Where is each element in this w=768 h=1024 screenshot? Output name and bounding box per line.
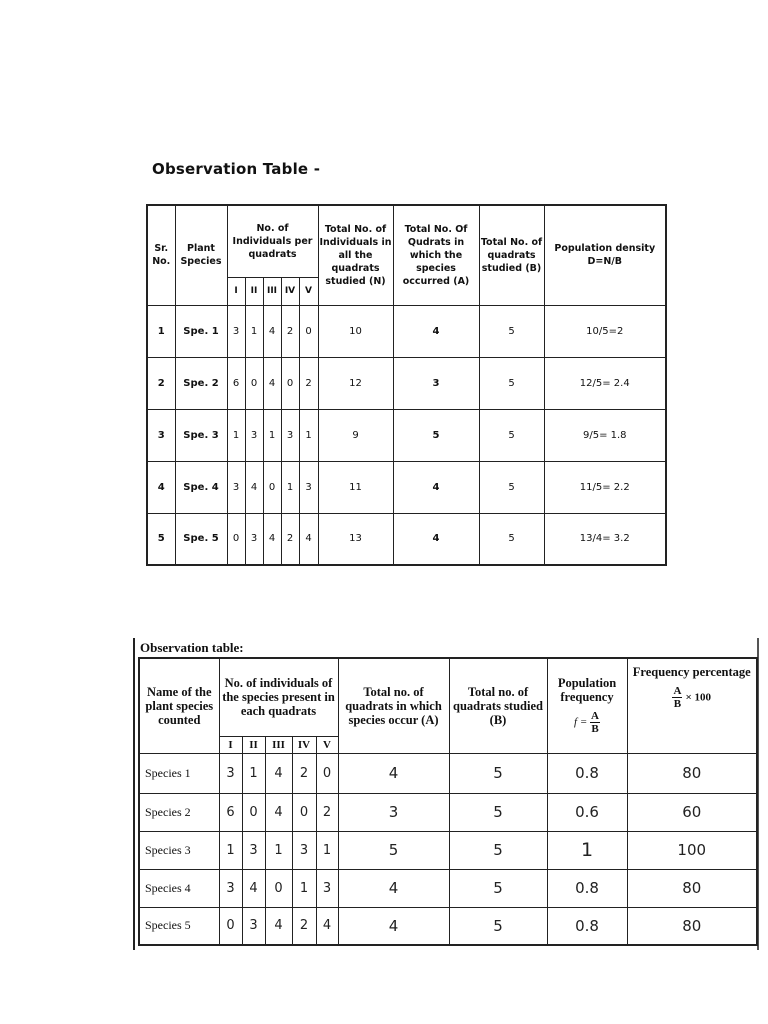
sr-cell: 3 bbox=[147, 409, 175, 461]
total-b-cell: 5 bbox=[479, 305, 544, 357]
density-cell: 13/4= 3.2 bbox=[544, 513, 666, 565]
percentage-cell: 80 bbox=[627, 869, 757, 907]
quadrat-header: IV bbox=[281, 277, 299, 305]
table2-title: Observation table: bbox=[140, 640, 244, 655]
quadrat-cell: 2 bbox=[281, 513, 299, 565]
freq-formula bbox=[548, 710, 627, 735]
quadrat-cell: 2 bbox=[292, 753, 316, 793]
species-cell: Spe. 5 bbox=[175, 513, 227, 565]
total-b-cell: 5 bbox=[479, 357, 544, 409]
species-name-cell: Species 3 bbox=[139, 831, 219, 869]
species-name-cell: Species 4 bbox=[139, 869, 219, 907]
quadrat-cell: 3 bbox=[227, 305, 245, 357]
quadrat-cell: 2 bbox=[292, 907, 316, 945]
observation-table-2 bbox=[138, 657, 758, 946]
total-a-cell: 4 bbox=[393, 513, 479, 565]
header-plant-species: Plant Species bbox=[175, 205, 227, 305]
quadrat-header: I bbox=[219, 736, 242, 753]
header-total-quadrats-occurred: Total No. Of Qudrats in which the species occurred (A) bbox=[393, 205, 479, 305]
table-row bbox=[147, 305, 666, 357]
quadrat-cell: 1 bbox=[265, 831, 292, 869]
percentage-cell: 100 bbox=[627, 831, 757, 869]
quadrat-cell: 4 bbox=[245, 461, 263, 513]
table-row bbox=[147, 357, 666, 409]
header-individuals-per-quadrat: No. of individuals of the species present in each quadrats bbox=[219, 658, 338, 736]
quadrat-cell: 4 bbox=[263, 357, 281, 409]
header-population-frequency bbox=[547, 658, 627, 753]
quadrat-cell: 3 bbox=[245, 409, 263, 461]
frequency-cell: 0.8 bbox=[547, 869, 627, 907]
b-cell: 5 bbox=[449, 753, 547, 793]
quadrat-cell: 4 bbox=[265, 907, 292, 945]
freq-denominator: B bbox=[591, 723, 599, 736]
quadrat-cell: 0 bbox=[265, 869, 292, 907]
a-cell: 5 bbox=[338, 831, 449, 869]
quadrat-cell: 0 bbox=[242, 793, 265, 831]
percentage-cell: 60 bbox=[627, 793, 757, 831]
total-a-cell: 4 bbox=[393, 305, 479, 357]
quadrat-cell: 1 bbox=[263, 409, 281, 461]
sr-cell: 1 bbox=[147, 305, 175, 357]
quadrat-cell: 2 bbox=[299, 357, 318, 409]
quadrat-cell: 1 bbox=[227, 409, 245, 461]
pct-numerator: A bbox=[673, 685, 682, 697]
header-sr-no: Sr. No. bbox=[147, 205, 175, 305]
pct-formula bbox=[628, 685, 757, 710]
density-cell: 11/5= 2.2 bbox=[544, 461, 666, 513]
quadrat-cell: 4 bbox=[265, 793, 292, 831]
quadrat-header: II bbox=[245, 277, 263, 305]
quadrat-cell: 4 bbox=[316, 907, 338, 945]
quadrat-cell: 4 bbox=[242, 869, 265, 907]
species-name-cell: Species 1 bbox=[139, 753, 219, 793]
a-cell: 4 bbox=[338, 869, 449, 907]
quadrat-cell: 3 bbox=[242, 907, 265, 945]
table-row bbox=[147, 513, 666, 565]
quadrat-cell: 4 bbox=[263, 513, 281, 565]
total-b-cell: 5 bbox=[479, 513, 544, 565]
quadrat-cell: 3 bbox=[245, 513, 263, 565]
table-row bbox=[139, 793, 757, 831]
freq-formula-prefix: f = bbox=[574, 716, 588, 729]
quadrat-cell: 4 bbox=[299, 513, 318, 565]
species-name-cell: Species 5 bbox=[139, 907, 219, 945]
total-n-cell: 11 bbox=[318, 461, 393, 513]
quadrat-cell: 2 bbox=[281, 305, 299, 357]
observation-table-1 bbox=[146, 204, 667, 566]
quadrat-cell: 0 bbox=[245, 357, 263, 409]
density-cell: 12/5= 2.4 bbox=[544, 357, 666, 409]
table-row bbox=[147, 461, 666, 513]
b-cell: 5 bbox=[449, 793, 547, 831]
sr-cell: 5 bbox=[147, 513, 175, 565]
total-n-cell: 10 bbox=[318, 305, 393, 357]
quadrat-cell: 0 bbox=[292, 793, 316, 831]
header-individuals-per-quadrat: No. of Individuals per quadrats bbox=[227, 205, 318, 277]
quadrat-cell: 0 bbox=[316, 753, 338, 793]
total-a-cell: 5 bbox=[393, 409, 479, 461]
header-total-individuals: Total No. of Individuals in all the quadrats studied (N) bbox=[318, 205, 393, 305]
total-b-cell: 5 bbox=[479, 409, 544, 461]
total-n-cell: 12 bbox=[318, 357, 393, 409]
quadrat-cell: 1 bbox=[242, 753, 265, 793]
pct-suffix: × 100 bbox=[685, 691, 712, 704]
b-cell: 5 bbox=[449, 869, 547, 907]
species-cell: Spe. 1 bbox=[175, 305, 227, 357]
quadrat-cell: 1 bbox=[281, 461, 299, 513]
total-b-cell: 5 bbox=[479, 461, 544, 513]
sr-cell: 2 bbox=[147, 357, 175, 409]
quadrat-cell: 1 bbox=[316, 831, 338, 869]
quadrat-cell: 0 bbox=[299, 305, 318, 357]
quadrat-cell: 3 bbox=[219, 869, 242, 907]
quadrat-cell: 3 bbox=[281, 409, 299, 461]
header-quadrats-studied: Total no. of quadrats studied (B) bbox=[449, 658, 547, 753]
header-frequency-percentage bbox=[627, 658, 757, 753]
quadrat-cell: 3 bbox=[227, 461, 245, 513]
quadrat-cell: 4 bbox=[263, 305, 281, 357]
total-n-cell: 9 bbox=[318, 409, 393, 461]
table1-title: Observation Table - bbox=[152, 160, 321, 178]
quadrat-header: I bbox=[227, 277, 245, 305]
quadrat-cell: 3 bbox=[292, 831, 316, 869]
table-row bbox=[139, 753, 757, 793]
pct-denominator: B bbox=[673, 698, 682, 710]
a-cell: 4 bbox=[338, 753, 449, 793]
quadrat-header: V bbox=[316, 736, 338, 753]
scan-frame-left bbox=[133, 638, 135, 950]
quadrat-cell: 1 bbox=[299, 409, 318, 461]
quadrat-header: III bbox=[263, 277, 281, 305]
quadrat-cell: 3 bbox=[299, 461, 318, 513]
quadrat-cell: 0 bbox=[227, 513, 245, 565]
table-row bbox=[147, 409, 666, 461]
density-cell: 10/5=2 bbox=[544, 305, 666, 357]
quadrat-cell: 4 bbox=[265, 753, 292, 793]
species-cell: Spe. 2 bbox=[175, 357, 227, 409]
quadrat-cell: 0 bbox=[281, 357, 299, 409]
b-cell: 5 bbox=[449, 907, 547, 945]
quadrat-header: II bbox=[242, 736, 265, 753]
quadrat-cell: 6 bbox=[219, 793, 242, 831]
quadrat-cell: 3 bbox=[219, 753, 242, 793]
quadrat-cell: 2 bbox=[316, 793, 338, 831]
quadrat-cell: 0 bbox=[219, 907, 242, 945]
quadrat-header: IV bbox=[292, 736, 316, 753]
species-cell: Spe. 3 bbox=[175, 409, 227, 461]
quadrat-cell: 1 bbox=[292, 869, 316, 907]
freq-numerator: A bbox=[591, 710, 599, 723]
freq-label: Population frequency bbox=[557, 676, 617, 705]
table-row bbox=[139, 869, 757, 907]
header-population-density: Population density D=N/B bbox=[544, 205, 666, 305]
quadrat-header: V bbox=[299, 277, 318, 305]
quadrat-cell: 6 bbox=[227, 357, 245, 409]
a-cell: 3 bbox=[338, 793, 449, 831]
quadrat-cell: 0 bbox=[263, 461, 281, 513]
frequency-cell: 0.8 bbox=[547, 753, 627, 793]
quadrat-cell: 1 bbox=[219, 831, 242, 869]
table-row bbox=[139, 907, 757, 945]
pct-fraction bbox=[672, 685, 682, 710]
freq-fraction bbox=[590, 710, 600, 735]
frequency-cell: 0.6 bbox=[547, 793, 627, 831]
quadrat-cell: 3 bbox=[242, 831, 265, 869]
header-plant-name: Name of the plant species counted bbox=[139, 658, 219, 753]
sr-cell: 4 bbox=[147, 461, 175, 513]
total-a-cell: 3 bbox=[393, 357, 479, 409]
quadrat-header: III bbox=[265, 736, 292, 753]
header-total-quadrats-studied: Total No. of quadrats studied (B) bbox=[479, 205, 544, 305]
total-a-cell: 4 bbox=[393, 461, 479, 513]
species-cell: Spe. 4 bbox=[175, 461, 227, 513]
table-row bbox=[139, 831, 757, 869]
frequency-cell: 0.8 bbox=[547, 907, 627, 945]
header-quadrats-occur: Total no. of quadrats in which species occur (A) bbox=[338, 658, 449, 753]
percentage-cell: 80 bbox=[627, 907, 757, 945]
b-cell: 5 bbox=[449, 831, 547, 869]
species-name-cell: Species 2 bbox=[139, 793, 219, 831]
quadrat-cell: 3 bbox=[316, 869, 338, 907]
total-n-cell: 13 bbox=[318, 513, 393, 565]
pct-label: Frequency percentage bbox=[632, 665, 751, 679]
density-cell: 9/5= 1.8 bbox=[544, 409, 666, 461]
percentage-cell: 80 bbox=[627, 753, 757, 793]
a-cell: 4 bbox=[338, 907, 449, 945]
frequency-cell: 1 bbox=[547, 831, 627, 869]
quadrat-cell: 1 bbox=[245, 305, 263, 357]
